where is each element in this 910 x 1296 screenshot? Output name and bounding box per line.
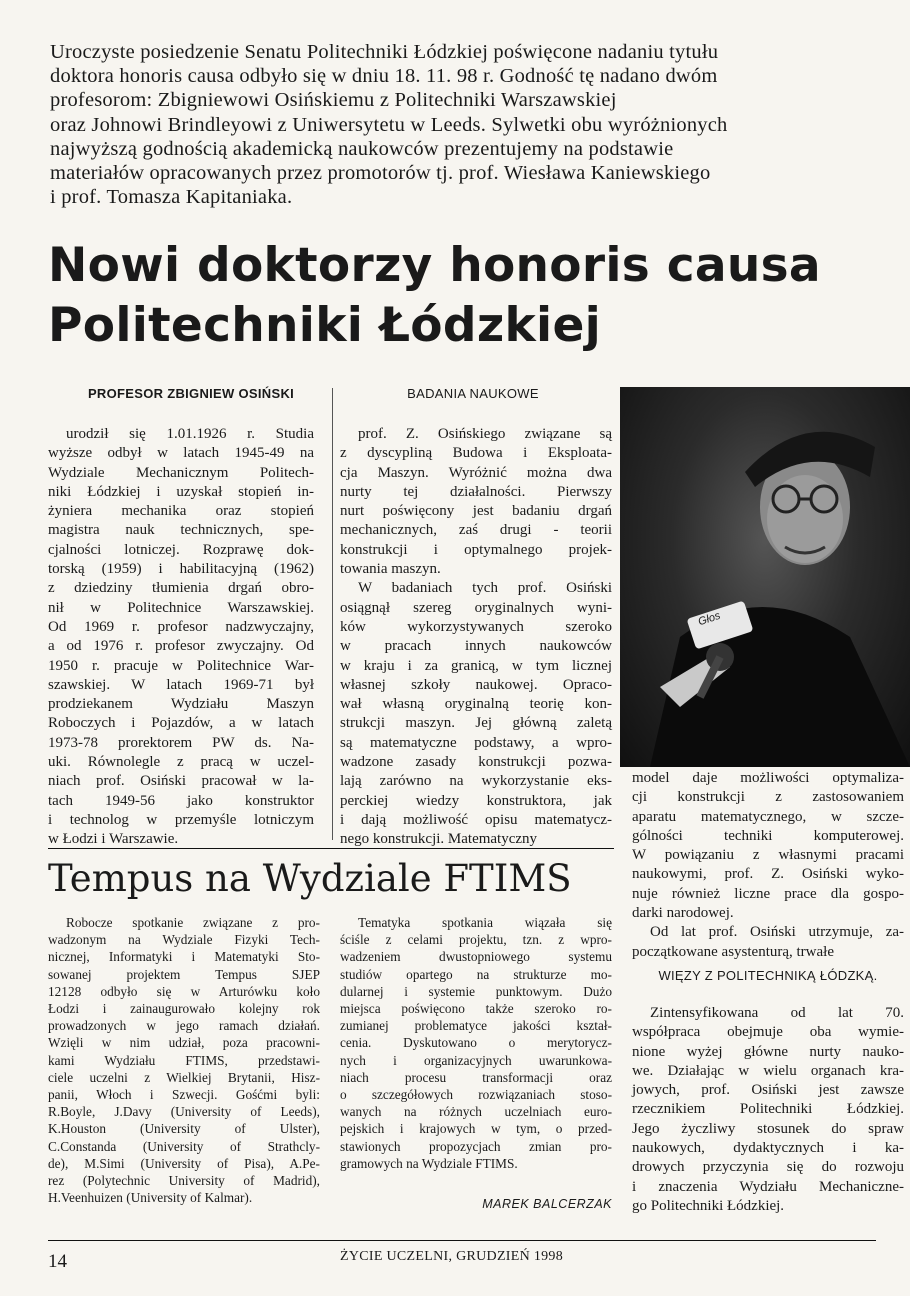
text-line: oraz Johnowi Brindleyowi z Uniwersytetu w Leeds. Sylwetki obu wyróżnionych: [50, 113, 728, 136]
text-line: stawionych propozycjach zmian pro-: [340, 1138, 612, 1154]
tempus-title: Tempus na Wydziale FTIMS: [48, 857, 572, 900]
research-text: [340, 425, 612, 850]
text-line: perckiej wiedzy konstruktora, jak: [340, 792, 612, 809]
text-line: torską (1959) i habilitacyjną (1962): [48, 561, 314, 578]
text-line: wanych na różnych uczelniach euro-: [340, 1104, 612, 1120]
text-line: o szczegółowych rozwiązaniach stoso-: [340, 1087, 612, 1103]
text-line: pejskich i krajowych w tym, o przed-: [340, 1121, 612, 1137]
text-line: doktora honoris causa odbyło się w dniu 18. 11. 98 r. Godność tę nadano dwóm: [50, 65, 718, 88]
text-line: osiągnął szereg oryginalnych wyni-: [340, 599, 612, 616]
text-line: początkowane asystenturą, trwałe: [632, 943, 834, 960]
text-line: C.Constanda (University of Strathcly-: [48, 1138, 320, 1154]
text-line: niach prof. Osiński pracował w la-: [48, 773, 314, 790]
text-line: 1973-78 prorektorem PW ds. Na-: [48, 734, 314, 751]
text-line: miejsca poświęcono także szeroko ro-: [340, 1001, 612, 1017]
intro-paragraph: [50, 40, 900, 209]
author-signature: MAREK BALCERZAK: [482, 1197, 612, 1211]
text-line: Wzięli w nim udział, poza pracowni-: [48, 1035, 320, 1051]
text-line: aparatu matematycznego, w szcze-: [632, 808, 904, 825]
text-line: niki Łódzkiej i uzyskał stopień in-: [48, 483, 314, 500]
text-line: studiów opartego na strukturze mo-: [340, 966, 612, 982]
text-line: jowych, prof. Osiński jest zawsze: [632, 1082, 904, 1099]
text-line: 12128 odbyło się w Arturówku koło: [48, 983, 320, 999]
section-divider: [48, 848, 614, 849]
text-line: i prof. Tomasza Kapitaniaka.: [50, 186, 293, 209]
text-line: dularnej i systemie punktowym. Dużo: [340, 983, 612, 999]
text-line: model daje możliwości optymaliza-: [632, 770, 904, 786]
text-line: Robocze spotkanie związane z pro-: [66, 915, 320, 930]
text-line: rzecznikiem Politechniki Łódzkiej.: [632, 1101, 904, 1118]
page-number: 14: [48, 1251, 67, 1272]
text-line: drowych przyczynia się do rozwoju: [632, 1159, 904, 1176]
text-line: cja Maszyn. Wyróżnić można dwa: [340, 464, 612, 481]
text-line: w pracach innych naukowców: [340, 638, 612, 655]
text-line: Jego życzliwy stosunek do spraw: [632, 1120, 904, 1137]
text-line: panii, Włoch i Szwecji. Gośćmi byli:: [48, 1087, 320, 1103]
text-line: gólności techniki komputerowej.: [632, 827, 904, 844]
text-line: nił w Politechnice Warszawskiej.: [48, 599, 314, 616]
text-line: żyniera mechanika oraz stopień: [48, 503, 314, 520]
text-line: nuje również liczne prace dla gospo-: [632, 885, 904, 902]
text-line: rez (Polytechnic University of Madrid),: [48, 1173, 320, 1189]
headline: [48, 236, 908, 356]
text-line: naukowymi, prof. Z. Osiński wyko-: [632, 866, 904, 883]
headline-line-1: Nowi doktorzy honoris causa: [48, 238, 821, 293]
text-line: 1950 r. pracuje w Politechnice War-: [48, 657, 314, 674]
text-line: towania maszyn.: [340, 561, 441, 578]
continuation-text: [632, 769, 904, 962]
text-line: de), M.Simi (University of Pisa), A.Pe-: [48, 1155, 320, 1171]
text-line: Zintensyfikowana od lat 70.: [650, 1005, 904, 1021]
text-line: z dyscypliną Budowa i Eksploata-: [340, 445, 612, 462]
text-line: zumianej problematyce jakości kształ-: [340, 1018, 612, 1034]
text-line: kami Wydziału FTIMS, przedstawi-: [48, 1052, 320, 1068]
text-line: w kraju i za granicą, w tym licznej: [340, 657, 612, 674]
text-line: nicznej, Informatyki i Matematyki Sto-: [48, 949, 320, 965]
text-line: K.Houston (University of Ulster),: [48, 1121, 320, 1137]
text-line: nych i organizacyjnych uwarunkowa-: [340, 1052, 612, 1068]
text-line: Łodzi i zainaugurowało kolejny rok: [48, 1001, 320, 1017]
tempus-text-col1: [48, 914, 320, 1206]
text-line: W badaniach tych prof. Osiński: [358, 580, 612, 597]
profile-text: [48, 425, 314, 850]
photo-illustration: [620, 387, 910, 767]
profile-heading: PROFESOR ZBIGNIEW OSIŃSKI: [87, 386, 295, 401]
text-line: i technolog w przemyśle lotniczym: [48, 811, 314, 828]
text-line: Wydziale Mechanicznym Politech-: [48, 464, 314, 481]
text-line: strukcji maszyn. Jej główną zaletą: [340, 715, 612, 732]
tempus-text-col2: [340, 914, 612, 1172]
text-line: gramowych na Wydziale FTIMS.: [340, 1155, 518, 1171]
text-line: cenia. Dyskutowano o merytorycz-: [340, 1035, 612, 1051]
text-line: i znaczenia Wydziału Mechaniczne-: [632, 1178, 904, 1195]
text-line: go Politechniki Łódzkiej.: [632, 1197, 785, 1214]
text-line: niach procesu transformacji oraz: [340, 1069, 612, 1085]
text-line: H.Veenhuizen (University of Kalmar).: [48, 1190, 253, 1206]
text-line: urodził się 1.01.1926 r. Studia: [66, 426, 314, 442]
text-line: najwyższą godnością akademicką naukowców prezentujemy na podstawie: [50, 137, 674, 160]
text-line: prowadzonych w jego ramach działań.: [48, 1018, 320, 1034]
text-line: Uroczyste posiedzenie Senatu Politechniki Łódzkiej poświęcone nadaniu tytułu: [50, 41, 719, 63]
text-line: ciele uczelni z Wielkiej Brytanii, Hisz-: [48, 1069, 320, 1085]
text-line: wadzonym na Wydziale Fizyki Tech-: [48, 932, 320, 948]
text-line: w Łodzi i Warszawie.: [48, 831, 179, 848]
text-line: profesorom: Zbigniewowi Osińskiemu z Politechniki Warszawskiej: [50, 89, 617, 112]
ties-text: [632, 1004, 904, 1216]
text-line: są matematyczne podstawy, a wpro-: [340, 734, 612, 751]
text-line: szawskiej. W latach 1969-71 był: [48, 676, 314, 693]
text-line: sowanej projektem Tempus SJEP: [48, 966, 320, 982]
headline-line-2: Politechniki Łódzkiej: [48, 298, 602, 353]
text-line: cji konstrukcji z zastosowaniem: [632, 789, 904, 806]
text-line: tach 1949-56 jako konstruktor: [48, 792, 314, 809]
text-line: uki. Równolegle z pracą w uczel-: [48, 754, 314, 771]
text-line: współpraca obejmuje oba wymie-: [632, 1024, 904, 1041]
footer-rule: [48, 1240, 876, 1241]
text-line: konstrukcji i optymalnego projek-: [340, 541, 612, 558]
text-line: własnej szkoły naukowej. Opraco-: [340, 676, 612, 693]
ties-heading: WIĘZY Z POLITECHNIKĄ ŁÓDZKĄ.: [658, 968, 878, 983]
text-line: we. Działając w wielu organach kra-: [632, 1062, 904, 1079]
research-heading: BADANIA NAUKOWE: [407, 386, 539, 401]
text-line: naukowych, dydaktycznych i ka-: [632, 1140, 904, 1157]
text-line: Tematyka spotkania wiązała się: [358, 915, 612, 930]
text-line: darki narodowej.: [632, 905, 734, 922]
publication-title: ŻYCIE UCZELNI, GRUDZIEŃ 1998: [340, 1249, 564, 1264]
text-line: wadzeniem dwustopniowego systemu: [340, 949, 612, 965]
text-line: nione wyżej główne nurty nauko-: [632, 1043, 904, 1060]
text-line: wał własną oryginalną teorię kon-: [340, 696, 612, 713]
text-line: mechanicznych, zaś drugi - teorii: [340, 522, 612, 539]
text-line: wyższe odbył w latach 1945-49 na: [48, 445, 314, 462]
text-line: materiałów opracowanych przez promotorów tj. prof. Wiesława Kaniewskiego: [50, 162, 711, 185]
text-line: R.Boyle, J.Davy (University of Leeds),: [48, 1104, 320, 1120]
text-line: ków wykorzystywanych szeroko: [340, 618, 612, 635]
text-line: i dają możliwość opisu matematycz-: [340, 811, 612, 828]
microphone-logo: Głos: [696, 609, 722, 629]
professor-photo: [620, 387, 910, 767]
text-line: nego konstrukcji. Matematyczny: [340, 831, 538, 848]
text-line: Od 1969 r. profesor nadzwyczajny,: [48, 618, 314, 635]
text-line: nurt poświęcony jest badaniu drgań: [340, 503, 612, 520]
column-separator: [332, 388, 333, 840]
text-line: magistra nauk technicznych, spe-: [48, 522, 314, 539]
text-line: Od lat prof. Osiński utrzymuje, za-: [650, 924, 904, 941]
text-line: nurty tej działalności. Pierwszy: [340, 483, 612, 500]
text-line: z dziedziny tłumienia drgań obro-: [48, 580, 314, 597]
text-line: Roboczych i Pojazdów, a w latach: [48, 715, 314, 732]
text-line: ściśle z celami projektu, tzn. z wpro-: [340, 932, 612, 948]
text-line: a od 1976 r. profesor zwyczajny. Od: [48, 638, 314, 655]
text-line: wadzone zasady konstrukcji pozwa-: [340, 754, 612, 771]
text-line: cjalności lotniczej. Rozprawę dok-: [48, 541, 314, 558]
text-line: lają zarówno na wykorzystanie eks-: [340, 773, 612, 790]
text-line: W powiązaniu z własnymi pracami: [632, 847, 904, 864]
text-line: prodziekanem Wydziału Maszyn: [48, 696, 314, 713]
text-line: prof. Z. Osińskiego związane są: [358, 426, 612, 442]
